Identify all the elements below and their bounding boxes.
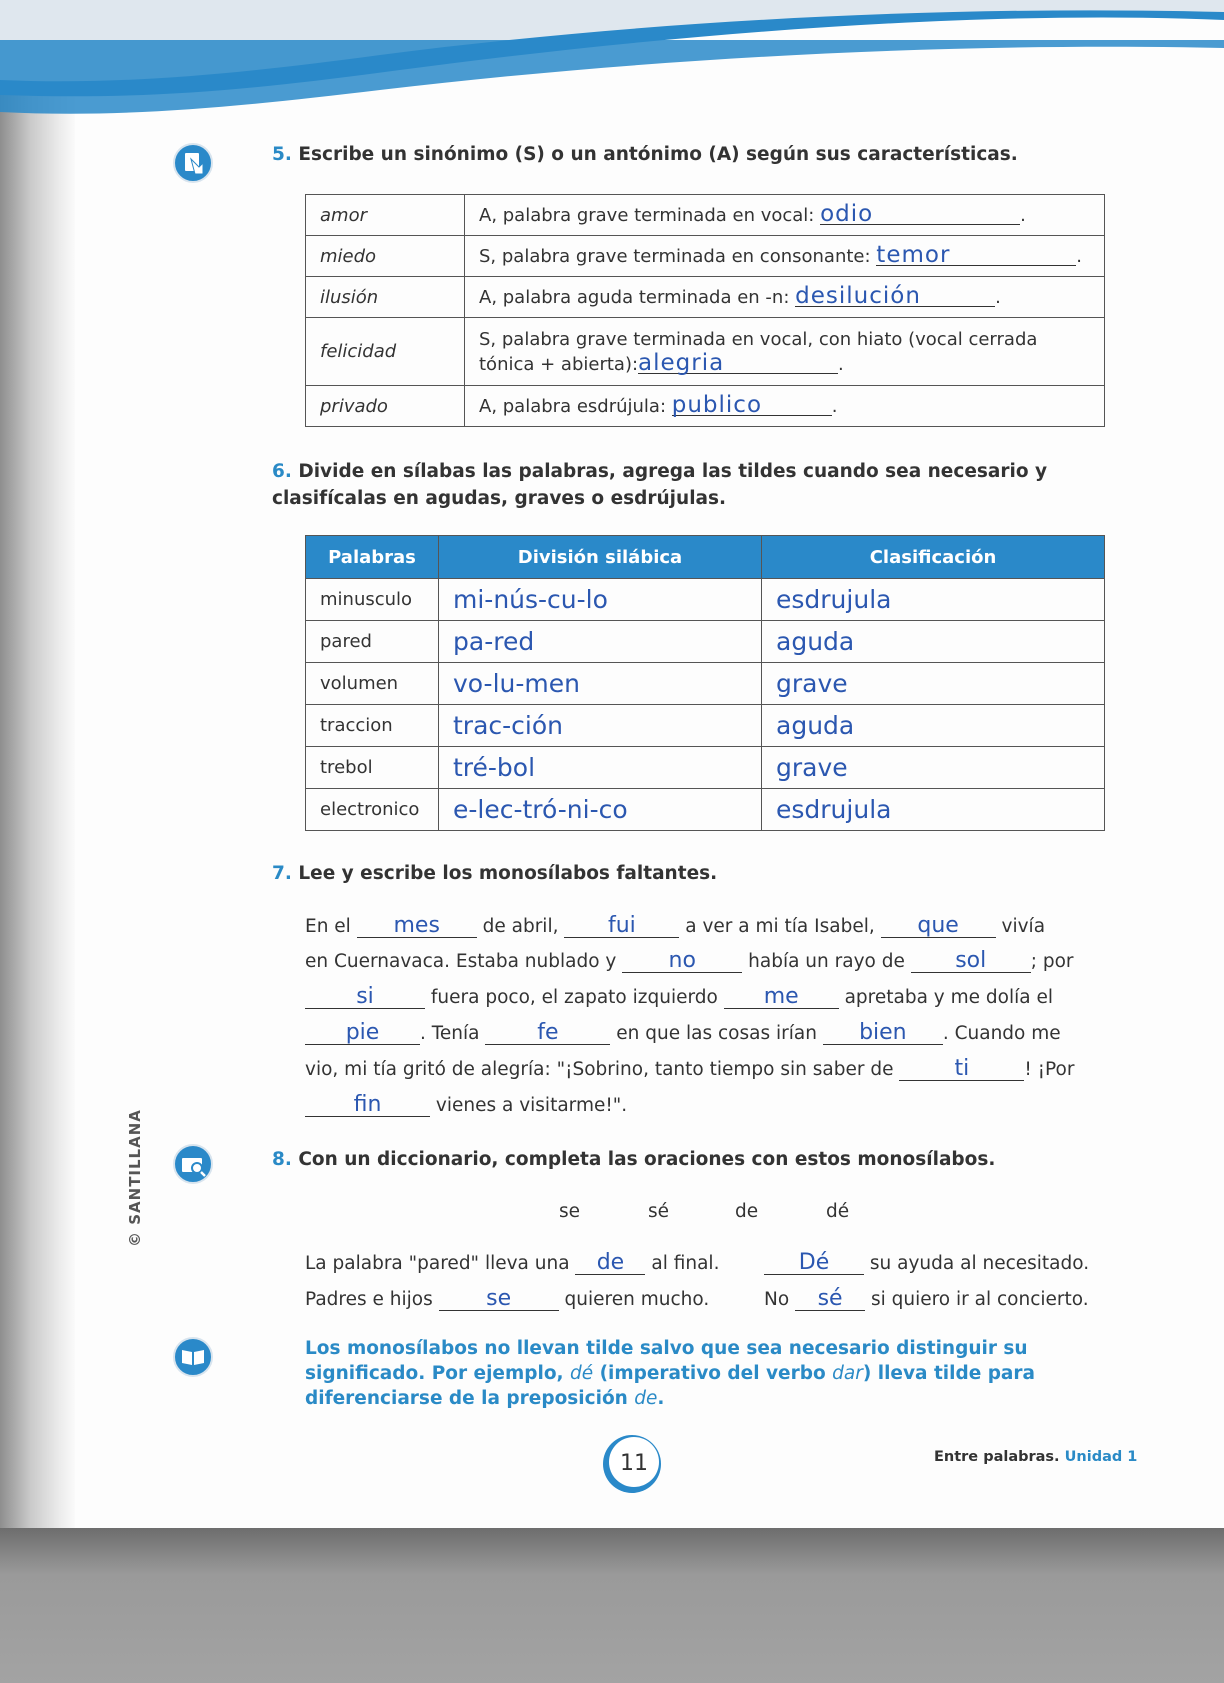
answer-blank[interactable]: fui (564, 915, 679, 938)
table-cell-description (465, 236, 1105, 277)
answer-blank[interactable]: sé (795, 1288, 865, 1311)
passage-text: en que las cosas irían (616, 1023, 817, 1044)
syllable-answer[interactable]: pa-red (439, 621, 762, 663)
table-cell-word: volumen (306, 663, 439, 705)
passage-text: ! ¡Por (1024, 1059, 1075, 1080)
answer-blank[interactable]: de (575, 1252, 645, 1275)
sentence-text: si quiero ir al concierto. (870, 1289, 1089, 1310)
classification-answer[interactable]: esdrujula (762, 789, 1105, 831)
answer-blank[interactable]: no (622, 950, 742, 973)
answer-blank[interactable]: temor (876, 245, 1076, 266)
answer-blank[interactable]: se (439, 1288, 559, 1311)
description-text: A, palabra grave terminada en vocal: (479, 205, 815, 226)
answer-blank[interactable]: Dé (764, 1252, 864, 1275)
classification-answer[interactable]: aguda (762, 705, 1105, 747)
passage-line-6 (305, 1094, 627, 1117)
table-row (306, 789, 1105, 831)
unit-label: Unidad 1 (1064, 1449, 1138, 1465)
passage-text: En el (305, 916, 351, 937)
monosyllable-option: de (735, 1201, 759, 1222)
syllable-answer[interactable]: tré-bol (439, 747, 762, 789)
exercise-instruction: Escribe un sinónimo (S) o un antónimo (A) según sus características. (298, 144, 1018, 165)
syllable-answer[interactable]: mi-nús-cu-lo (439, 579, 762, 621)
note-text: de (634, 1388, 658, 1409)
column-header: División silábica (439, 536, 762, 579)
answer-blank[interactable]: mes (357, 915, 477, 938)
table-cell-word: ilusión (306, 277, 465, 318)
description-text: S, palabra grave terminada en consonante: (479, 246, 871, 267)
note-text: ) lleva tilde para diferenciarse de la preposición (305, 1363, 1036, 1409)
sentence-2 (764, 1252, 1089, 1275)
answer-blank[interactable]: que (881, 915, 996, 938)
period: . (831, 396, 838, 417)
table-row (306, 277, 1105, 318)
table-cell-word: felicidad (306, 318, 465, 386)
answer-blank[interactable]: pie (305, 1022, 420, 1045)
table-row (306, 747, 1105, 789)
dictionary-search-icon (173, 1144, 213, 1184)
passage-text: apretaba y me dolía el (844, 987, 1053, 1008)
sentence-text: al final. (651, 1253, 720, 1274)
note-text: salvo que sea necesario distinguir su significado. Por ejemplo, (305, 1338, 1028, 1384)
sentence-1 (305, 1252, 719, 1275)
exercise-instruction: Divide en sílabas las palabras, agrega las tildes cuando sea necesario y clasifícalas en agudas, graves o esdrújulas. (272, 461, 1048, 509)
table-cell-description (465, 195, 1105, 236)
description-text: A, palabra aguda terminada en -n: (479, 287, 790, 308)
top-blue-wave (0, 0, 1224, 150)
classification-answer[interactable]: grave (762, 663, 1105, 705)
exercise-number: 5. (272, 144, 292, 165)
answer-blank[interactable]: desilución (795, 286, 995, 307)
answer-blank[interactable]: ti (899, 1058, 1024, 1081)
publisher-label: © SANTILLANA (126, 1109, 144, 1247)
writing-hand-icon (173, 143, 213, 183)
classification-answer[interactable]: aguda (762, 621, 1105, 663)
passage-text: a ver a mi tía Isabel, (685, 916, 875, 937)
table-row (306, 195, 1105, 236)
classification-answer[interactable]: grave (762, 747, 1105, 789)
answer-blank[interactable]: bien (823, 1022, 943, 1045)
passage-text: vienes a visitarme!". (435, 1095, 628, 1116)
exercise-8-title (272, 1146, 995, 1173)
passage-line-4 (305, 1022, 1061, 1045)
monosyllable-option: se (559, 1201, 581, 1222)
exercise-instruction: Lee y escribe los monosílabos faltantes. (298, 863, 718, 884)
synonym-antonym-table (305, 194, 1105, 427)
table-cell-word: electronico (306, 789, 439, 831)
sentence-text: La palabra "pared" lleva una (305, 1253, 570, 1274)
passage-line-5 (305, 1058, 1074, 1081)
passage-text: vio, mi tía gritó de alegría: "¡Sobrino, tanto tiempo sin saber de (305, 1059, 894, 1080)
syllable-answer[interactable]: e-lec-tró-ni-co (439, 789, 762, 831)
footer-unit (934, 1449, 1137, 1465)
period: . (838, 353, 844, 375)
note-text: dar (832, 1363, 863, 1384)
monosyllable-option: sé (648, 1201, 670, 1222)
sentence-text: Padres e hijos (305, 1289, 433, 1310)
passage-text: vivía (1001, 916, 1046, 937)
syllable-division-table (305, 535, 1105, 831)
grammar-note (305, 1336, 1105, 1411)
table-cell-word: amor (306, 195, 465, 236)
table-row (306, 318, 1105, 386)
note-text: (imperativo del verbo (593, 1363, 833, 1384)
syllable-answer[interactable]: vo-lu-men (439, 663, 762, 705)
syllable-answer[interactable]: trac-ción (439, 705, 762, 747)
answer-blank[interactable]: sol (911, 950, 1031, 973)
classification-answer[interactable]: esdrujula (762, 579, 1105, 621)
column-header: Clasificación (762, 536, 1105, 579)
exercise-number: 6. (272, 461, 292, 482)
answer-blank[interactable]: fe (485, 1022, 610, 1045)
note-text: dé (570, 1363, 594, 1384)
sentence-4 (764, 1288, 1089, 1311)
note-text: . (657, 1388, 665, 1409)
period: . (1076, 246, 1083, 267)
description-text: A, palabra esdrújula: (479, 396, 667, 417)
passage-text: fuera poco, el zapato izquierdo (430, 987, 718, 1008)
note-text: no llevan tilde (484, 1338, 634, 1359)
table-cell-word: traccion (306, 705, 439, 747)
passage-text: había un rayo de (748, 951, 905, 972)
note-text: Los monosílabos (305, 1338, 485, 1359)
exercise-number: 8. (272, 1149, 292, 1170)
exercise-6-title (272, 458, 1112, 512)
passage-text: en Cuernavaca. Estaba nublado y (305, 951, 617, 972)
table-row (306, 705, 1105, 747)
table-cell-word: miedo (306, 236, 465, 277)
table-row (306, 663, 1105, 705)
answer-blank[interactable]: fin (305, 1094, 430, 1117)
table-row (306, 236, 1105, 277)
table-cell-word: pared (306, 621, 439, 663)
answer-blank[interactable]: odio (820, 204, 1020, 225)
passage-line-2 (305, 950, 1074, 973)
period: . (1020, 205, 1026, 226)
book-title: Entre palabras. (934, 1449, 1060, 1465)
table-row (306, 386, 1105, 427)
exercise-5-title (272, 141, 1018, 168)
book-spine-shadow (0, 0, 75, 1528)
monosyllable-option: dé (826, 1201, 850, 1222)
sentence-3 (305, 1288, 709, 1311)
sentence-text: su ayuda al necesitado. (869, 1253, 1090, 1274)
passage-line-1 (305, 915, 1045, 938)
table-cell-description (465, 318, 1105, 386)
table-cell-word: trebol (306, 747, 439, 789)
table-cell-description (465, 277, 1105, 318)
exercise-instruction: Con un diccionario, completa las oraciones con estos monosílabos. (298, 1149, 996, 1170)
exercise-number: 7. (272, 863, 292, 884)
answer-blank[interactable]: me (724, 986, 839, 1009)
column-header: Palabras (306, 536, 439, 579)
exercise-7-title (272, 860, 717, 887)
passage-text: . Tenía (420, 1023, 480, 1044)
page-number: 11 (620, 1451, 648, 1476)
sentence-text: No (764, 1289, 790, 1310)
answer-blank[interactable]: publico (672, 395, 832, 416)
scanner-background (0, 1528, 1224, 1683)
table-cell-description (465, 386, 1105, 427)
passage-text: . Cuando me (942, 1023, 1061, 1044)
answer-blank[interactable]: alegria (638, 353, 838, 374)
passage-text: ; por (1030, 951, 1074, 972)
sentence-text: quieren mucho. (564, 1289, 710, 1310)
passage-line-3 (305, 986, 1053, 1009)
answer-blank[interactable]: si (305, 986, 425, 1009)
table-row (306, 621, 1105, 663)
passage-text: de abril, (482, 916, 559, 937)
table-row (306, 579, 1105, 621)
period: . (995, 287, 1001, 308)
book-icon (173, 1337, 213, 1377)
table-header-row (306, 536, 1105, 579)
table-cell-word: minusculo (306, 579, 439, 621)
page-number-badge (601, 1433, 663, 1495)
table-cell-word: privado (306, 386, 465, 427)
description-text: S, palabra grave terminada en vocal, con hiato (vocal cerrada tónica + abierta): (479, 328, 1038, 375)
